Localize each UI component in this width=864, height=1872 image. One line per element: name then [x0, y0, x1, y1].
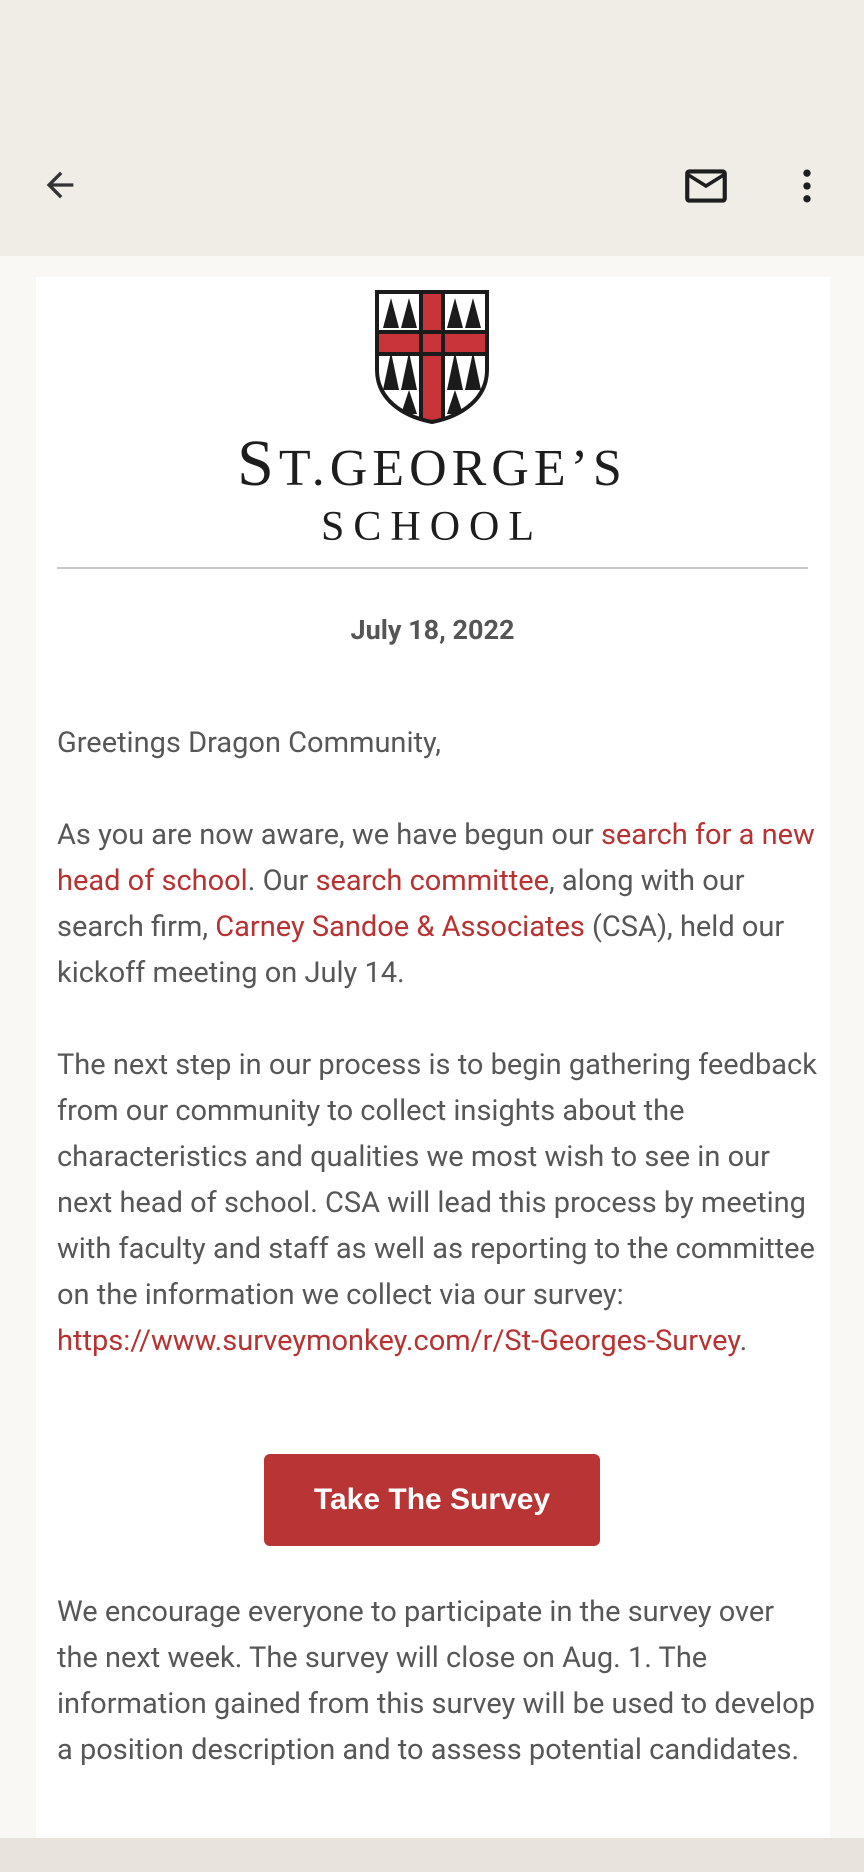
- paragraph-1: [57, 812, 817, 996]
- para1-text-3: , along with our search firm,: [57, 864, 745, 944]
- mark-unread-button[interactable]: [670, 150, 742, 222]
- school-crest-logo: [375, 290, 489, 424]
- email-date: July 18, 2022: [350, 614, 515, 646]
- arrow-left-icon: [40, 165, 80, 205]
- greeting: Greetings Dragon Community,: [57, 726, 441, 760]
- para2-text-2: .: [739, 1324, 748, 1358]
- paragraph-3: We encourage everyone to participate in the survey over the next week. The survey will close on Aug. 1. The information gained from this survey will be used to develop a position description and to assess potential candidates.: [57, 1595, 816, 1767]
- wordmark-line-2: SCHOOL: [320, 504, 544, 550]
- para1-text-2: . Our: [247, 864, 316, 898]
- wordmark-line-1: [180, 427, 684, 501]
- search-committee-link[interactable]: search committee: [315, 864, 549, 898]
- paragraph-2: [57, 1042, 825, 1364]
- bottom-bar: [0, 1838, 864, 1872]
- back-button[interactable]: [24, 149, 96, 221]
- search-link[interactable]: search for a new head of school: [57, 818, 815, 898]
- mail-icon: [681, 161, 731, 211]
- take-survey-button[interactable]: Take The Survey: [264, 1454, 600, 1546]
- carney-sandoe-link[interactable]: Carney Sandoe & Associates: [215, 910, 585, 944]
- school-wordmark: [180, 427, 684, 551]
- app-toolbar: [0, 0, 864, 256]
- more-options-button[interactable]: [771, 150, 843, 222]
- header-divider: [57, 567, 808, 569]
- para1-text-1: As you are now aware, we have begun our: [57, 818, 601, 852]
- wordmark-rest: T.GEORGE’S: [278, 440, 627, 497]
- wordmark-initial: S: [237, 427, 279, 500]
- more-vertical-icon: [785, 164, 829, 208]
- survey-url-link[interactable]: https://www.surveymonkey.com/r/St-Georges-Survey: [57, 1324, 740, 1358]
- para1-text-4: (CSA), held our kickoff meeting on July 14.: [57, 910, 785, 990]
- para2-text-1: The next step in our process is to begin gathering feedback from our community to collect insights about the characteristics and qualities we most wish to see in our next head of school. CSA will lead this process by meeting with faculty and staff as well as reporting to the committee on the information we collect via our survey:: [57, 1048, 825, 1312]
